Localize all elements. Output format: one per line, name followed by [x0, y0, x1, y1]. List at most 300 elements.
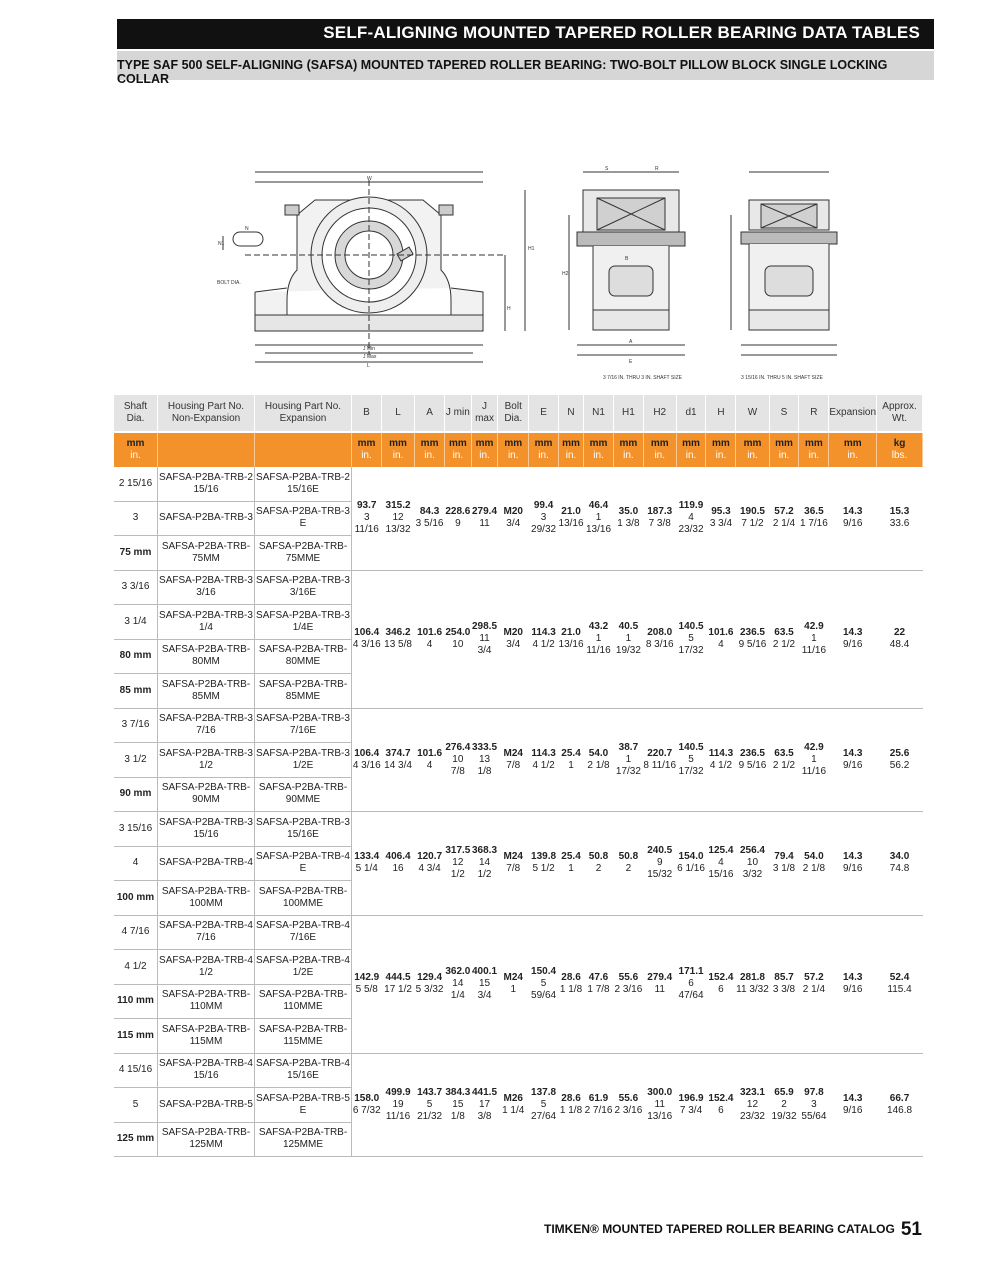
unit-cell — [352, 432, 382, 467]
dimension-imperial: 4 1/2 — [532, 639, 555, 650]
footer-catalog-title: TIMKEN® MOUNTED TAPERED ROLLER BEARING CATALOG — [544, 1222, 895, 1236]
dimension-cell — [829, 570, 877, 708]
dimension-imperial: 5 1/4 — [355, 863, 378, 875]
dimension-imperial: 9/16 — [842, 518, 863, 530]
dimension-metric: 55.6 — [618, 1092, 639, 1104]
bolt-dia-label: BOLT DIA. — [217, 280, 241, 286]
dimension-metric: 236.5 — [739, 627, 765, 638]
dimension-cell — [769, 708, 799, 812]
dimension-cell — [736, 915, 769, 1053]
dimension-metric: 499.9 — [385, 1086, 411, 1098]
dimension-imperial: 11 13/16 — [647, 1098, 673, 1122]
dimension-metric: 28.6 — [561, 1092, 581, 1104]
dimension-cell — [471, 570, 498, 708]
table-row — [114, 812, 923, 847]
dimension-metric: 150.4 — [531, 966, 557, 977]
dimension-metric: 50.8 — [618, 851, 639, 863]
dimension-cell — [445, 467, 472, 570]
dimension-metric: 35.0 — [618, 506, 639, 518]
column-header: Approx. Wt. — [877, 395, 923, 432]
column-header: A — [415, 395, 445, 432]
dimension-imperial: 48.4 — [889, 639, 910, 650]
dimension-cell — [415, 915, 445, 1053]
dimension-cell — [559, 570, 584, 708]
dimension-imperial: 1 — [568, 759, 574, 771]
dimension-imperial: 4 3/16 — [352, 759, 381, 771]
dimension-metric: M20 — [503, 506, 523, 518]
dimension-metric: 57.2 — [804, 972, 824, 983]
dimension-imperial: 10 7/8 — [450, 753, 465, 777]
dimension-cell — [445, 570, 472, 708]
data-table — [114, 395, 923, 1157]
dimension-metric: 323.1 — [739, 1086, 765, 1098]
dimension-cell — [529, 812, 559, 916]
dimension-metric: 84.3 — [419, 506, 440, 518]
unit-cell — [255, 432, 352, 467]
housing-part-expansion: SAFSA-P2BA-TRB-2 15/16E — [255, 467, 352, 501]
dimension-imperial: 1 11/16 — [801, 753, 827, 777]
unit-metric: mm — [448, 438, 467, 449]
dimension-metric: 140.5 — [678, 621, 704, 632]
unit-metric: mm — [126, 438, 145, 449]
dimension-cell — [676, 812, 706, 916]
dim-e-label: E — [629, 359, 633, 365]
unit-imperial: in. — [361, 450, 372, 461]
column-header: Expansion — [829, 395, 877, 432]
dimension-cell — [676, 1053, 706, 1157]
unit-imperial: in. — [452, 450, 464, 461]
dimension-metric: 154.0 — [678, 851, 704, 863]
housing-part-non-expansion: SAFSA-P2BA-TRB-3 — [158, 501, 255, 536]
unit-cell — [529, 432, 559, 467]
dimension-metric: 63.5 — [774, 627, 794, 638]
dimension-imperial: 5 17/32 — [678, 753, 704, 777]
column-header: Housing Part No. Non-Expansion — [158, 395, 255, 432]
table-row — [114, 570, 923, 605]
dimension-imperial: 1 — [510, 984, 516, 995]
dimension-imperial: 1 — [568, 863, 574, 875]
dimension-metric: 254.0 — [445, 627, 471, 638]
dimension-cell — [529, 915, 559, 1053]
unit-imperial: lbs. — [891, 450, 908, 461]
dimension-cell — [415, 570, 445, 708]
dimension-cell — [706, 915, 736, 1053]
dimension-imperial: 4 1/2 — [709, 759, 733, 771]
dimension-imperial: 11 3/4 — [477, 633, 492, 656]
column-header: R — [799, 395, 829, 432]
dimension-cell — [381, 570, 414, 708]
dimension-cell — [877, 467, 923, 570]
unit-cell — [829, 432, 877, 467]
dimension-imperial: 4 — [718, 639, 724, 650]
dimension-imperial: 8 3/16 — [645, 639, 674, 650]
dimension-cell — [352, 812, 382, 916]
dimension-cell — [584, 570, 614, 708]
dimension-imperial: 6 47/64 — [678, 978, 704, 1001]
housing-part-expansion: SAFSA-P2BA-TRB-85MME — [255, 674, 352, 709]
page-number: 51 — [900, 1219, 922, 1240]
dimension-cell — [613, 915, 643, 1053]
unit-cell — [676, 432, 706, 467]
column-header: H2 — [643, 395, 676, 432]
housing-part-non-expansion: SAFSA-P2BA-TRB-100MM — [158, 881, 255, 916]
dimension-metric: M24 — [503, 851, 523, 863]
dimension-cell — [736, 467, 769, 570]
page-footer — [544, 1219, 922, 1241]
dimension-cell — [415, 467, 445, 570]
housing-part-expansion: SAFSA-P2BA-TRB-3 7/16E — [255, 708, 352, 743]
dimension-imperial: 3/4 — [506, 639, 521, 650]
dimension-imperial: 3 29/32 — [531, 512, 557, 536]
dimension-imperial: 1 17/32 — [615, 753, 641, 777]
dimension-cell — [498, 812, 529, 916]
dimension-imperial: 3 55/64 — [801, 1098, 827, 1122]
dim-r-label: R — [655, 166, 659, 172]
table-units-row — [114, 432, 923, 467]
dimension-imperial: 5 3/32 — [415, 984, 444, 995]
dimension-cell — [415, 1053, 445, 1157]
dimension-metric: 55.6 — [618, 972, 639, 983]
dim-h-label: H — [507, 306, 511, 312]
dimension-imperial: 7 1/2 — [741, 518, 764, 530]
unit-imperial: in. — [130, 450, 141, 461]
dimension-imperial: 2 1/2 — [772, 759, 796, 771]
dimension-imperial: 2 3/16 — [614, 984, 643, 995]
dimension-metric: 240.5 — [647, 845, 673, 857]
dimension-cell — [559, 812, 584, 916]
dimension-metric: 25.6 — [889, 747, 910, 759]
dimension-cell — [584, 467, 614, 570]
dim-a-label: A — [629, 339, 633, 345]
dimension-metric: 14.3 — [842, 627, 863, 638]
dimension-metric: 57.2 — [774, 506, 794, 518]
dimension-imperial: 2 1/4 — [802, 984, 826, 995]
dimension-imperial: 2 — [625, 863, 632, 875]
dimension-cell — [584, 812, 614, 916]
housing-part-expansion: SAFSA-P2BA-TRB-100MME — [255, 881, 352, 916]
dimension-metric: M24 — [503, 972, 523, 983]
dimension-imperial: 10 — [452, 639, 464, 650]
dimension-imperial: 3 11/16 — [354, 512, 379, 536]
unit-imperial: in. — [778, 450, 790, 461]
dimension-cell — [471, 708, 498, 812]
dimension-metric: 300.0 — [647, 1086, 673, 1098]
dimension-imperial: 1 13/16 — [585, 512, 612, 536]
dimension-cell — [829, 915, 877, 1053]
shaft-dia-cell: 3 3/16 — [114, 570, 158, 605]
dimension-cell — [769, 467, 799, 570]
unit-imperial: in. — [424, 450, 435, 461]
dimension-imperial: 4 — [426, 759, 433, 771]
dimension-imperial: 4 3/4 — [418, 863, 441, 875]
dimension-imperial: 5 27/64 — [531, 1098, 557, 1122]
dimension-metric: 25.4 — [561, 747, 581, 759]
unit-cell — [559, 432, 584, 467]
shaft-dia-cell: 90 mm — [114, 777, 158, 812]
unit-metric: mm — [475, 438, 494, 449]
dimension-cell — [613, 1053, 643, 1157]
unit-imperial: in. — [538, 450, 549, 461]
dimension-imperial: 9/16 — [842, 863, 863, 875]
page-title: SELF-ALIGNING MOUNTED TAPERED ROLLER BEARING DATA TABLES — [323, 23, 920, 42]
unit-cell — [158, 432, 255, 467]
dimension-cell — [877, 1053, 923, 1157]
dimension-imperial: 7 3/4 — [679, 1104, 703, 1116]
dimension-metric: 384.3 — [445, 1086, 471, 1098]
dim-jmax-label: J Max — [363, 354, 377, 360]
dimension-imperial: 9/16 — [842, 984, 863, 995]
dimension-cell — [352, 467, 382, 570]
dimension-imperial: 4 15/16 — [708, 857, 734, 881]
dimension-cell — [769, 1053, 799, 1157]
unit-metric: mm — [682, 438, 700, 449]
housing-part-expansion: SAFSA-P2BA-TRB-4 7/16E — [255, 915, 352, 950]
dimension-metric: 315.2 — [385, 500, 411, 512]
dimension-metric: 374.7 — [385, 747, 411, 759]
table-body — [114, 467, 923, 1157]
housing-part-expansion: SAFSA-P2BA-TRB-3 E — [255, 501, 352, 536]
dimension-metric: 187.3 — [647, 506, 673, 518]
housing-part-non-expansion: SAFSA-P2BA-TRB-80MM — [158, 639, 255, 674]
housing-part-expansion: SAFSA-P2BA-TRB-90MME — [255, 777, 352, 812]
dimension-cell — [445, 1053, 472, 1157]
dimension-metric: 38.7 — [618, 741, 639, 753]
housing-part-expansion: SAFSA-P2BA-TRB-3 1/2E — [255, 743, 352, 778]
dimension-cell — [529, 570, 559, 708]
dimension-cell — [877, 812, 923, 916]
dimension-imperial: 5 5/8 — [355, 984, 378, 995]
housing-part-non-expansion: SAFSA-P2BA-TRB-3 1/2 — [158, 743, 255, 778]
housing-part-expansion: SAFSA-P2BA-TRB-125MME — [255, 1122, 352, 1157]
dimension-metric: 362.0 — [445, 966, 471, 977]
dimension-cell — [381, 708, 414, 812]
housing-part-expansion: SAFSA-P2BA-TRB-4 1/2E — [255, 950, 352, 985]
housing-part-non-expansion: SAFSA-P2BA-TRB-125MM — [158, 1122, 255, 1157]
dimension-cell — [736, 1053, 769, 1157]
unit-cell — [643, 432, 676, 467]
dimension-cell — [799, 570, 829, 708]
unit-metric: mm — [775, 438, 793, 449]
dimension-cell — [498, 467, 529, 570]
column-header: W — [736, 395, 769, 432]
dimension-imperial: 4 23/32 — [678, 512, 704, 536]
dimension-cell — [643, 467, 676, 570]
dimension-imperial: 16 — [392, 863, 404, 875]
dim-w-label: W — [367, 176, 372, 182]
dimension-cell — [613, 570, 643, 708]
dimension-metric: 333.5 — [472, 741, 498, 753]
dimension-metric: 21.0 — [561, 506, 581, 518]
dimension-imperial: 3/4 — [506, 518, 521, 530]
table-row — [114, 915, 923, 950]
shaft-dia-cell: 85 mm — [114, 674, 158, 709]
dimension-imperial: 15 1/8 — [450, 1098, 465, 1122]
housing-part-non-expansion: SAFSA-P2BA-TRB-3 3/16 — [158, 570, 255, 605]
dimension-imperial: 14 3/4 — [384, 759, 412, 771]
unit-cell — [471, 432, 498, 467]
dimension-cell — [799, 915, 829, 1053]
housing-part-expansion: SAFSA-P2BA-TRB-5 E — [255, 1088, 352, 1123]
unit-cell — [613, 432, 643, 467]
dimension-metric: 101.6 — [708, 627, 734, 638]
dimension-metric: 93.7 — [357, 500, 377, 512]
column-header: N1 — [584, 395, 614, 432]
unit-imperial: in. — [623, 450, 634, 461]
dimension-metric: 22 — [893, 627, 906, 638]
dimension-cell — [877, 915, 923, 1053]
dimension-cell — [584, 915, 614, 1053]
shaft-dia-cell: 100 mm — [114, 881, 158, 916]
dimension-imperial: 146.8 — [887, 1104, 913, 1116]
dimension-metric: 281.8 — [739, 972, 765, 983]
side-view-large — [731, 172, 837, 355]
dimension-metric: 140.5 — [678, 741, 704, 753]
dim-h2-label: H2 — [562, 271, 569, 277]
dimension-cell — [829, 812, 877, 916]
dimension-metric: 119.9 — [678, 500, 704, 512]
side-view-small — [569, 172, 685, 355]
dimension-imperial: 1 7/8 — [587, 984, 610, 995]
dimension-cell — [584, 1053, 614, 1157]
shaft-dia-cell: 3 7/16 — [114, 708, 158, 743]
dimension-metric: 114.3 — [708, 747, 734, 759]
dimension-imperial: 7/8 — [506, 759, 521, 771]
dimension-cell — [584, 708, 614, 812]
dimension-metric: 52.4 — [889, 972, 910, 983]
dim-n1-label: N1 — [218, 241, 225, 247]
dimension-metric: 139.8 — [531, 851, 557, 863]
dimension-metric: 101.6 — [417, 747, 443, 759]
dim-l-label: L — [367, 363, 370, 369]
dimension-cell — [643, 570, 676, 708]
dimension-cell — [529, 467, 559, 570]
housing-part-non-expansion: SAFSA-P2BA-TRB-4 1/2 — [158, 950, 255, 985]
unit-metric: mm — [562, 438, 580, 449]
dimension-cell — [559, 1053, 584, 1157]
dimension-cell — [559, 708, 584, 812]
housing-part-expansion: SAFSA-P2BA-TRB-3 3/16E — [255, 570, 352, 605]
column-header: B — [352, 395, 382, 432]
unit-metric: mm — [504, 438, 523, 449]
dimension-imperial: 9 — [455, 518, 461, 530]
shaft-dia-cell: 75 mm — [114, 536, 158, 571]
dimension-metric: 152.4 — [708, 1092, 734, 1104]
dimension-metric: 99.4 — [533, 500, 554, 512]
dimension-cell — [643, 708, 676, 812]
dimension-imperial: 4 1/2 — [532, 759, 555, 771]
dimension-metric: 406.4 — [385, 851, 411, 863]
dimension-metric: 279.4 — [472, 506, 498, 518]
dimension-imperial: 1 1/4 — [502, 1104, 525, 1116]
dimension-metric: 276.4 — [445, 741, 471, 753]
dimension-metric: 101.6 — [417, 627, 443, 638]
unit-metric: mm — [357, 438, 376, 449]
dimension-metric: 95.3 — [711, 506, 731, 518]
section-subtitle: TYPE SAF 500 SELF-ALIGNING (SAFSA) MOUNTED TAPERED ROLLER BEARING: TWO-BOLT PILLOW BLOCK SINGLE LOCKING COLLAR — [117, 58, 888, 86]
dimension-imperial: 2 7/16 — [584, 1104, 613, 1116]
unit-cell — [736, 432, 769, 467]
dimension-metric: 97.8 — [804, 1086, 824, 1098]
shaft-dia-cell: 115 mm — [114, 1019, 158, 1054]
dimension-cell — [445, 812, 472, 916]
dimension-metric: 25.4 — [561, 851, 581, 863]
shaft-dia-cell: 4 7/16 — [114, 915, 158, 950]
column-header: E — [529, 395, 559, 432]
dim-s-label: S — [605, 166, 609, 172]
dimension-metric: 42.9 — [804, 741, 824, 753]
dimension-metric: 279.4 — [647, 972, 673, 983]
dimension-metric: 114.3 — [531, 747, 556, 759]
dimension-metric: 220.7 — [647, 747, 673, 759]
dimension-metric: 46.4 — [588, 500, 609, 512]
dimension-cell — [706, 570, 736, 708]
dimension-imperial: 13 1/8 — [477, 753, 492, 777]
unit-imperial: in. — [593, 450, 604, 461]
dimension-metric: 190.5 — [739, 506, 765, 518]
dimension-imperial: 3 5/16 — [415, 518, 444, 530]
dimension-imperial: 74.8 — [889, 863, 910, 875]
column-header: H1 — [613, 395, 643, 432]
dimension-cell — [381, 812, 414, 916]
dimension-cell — [877, 570, 923, 708]
dimension-imperial: 14 1/4 — [450, 978, 465, 1001]
dimension-cell — [706, 1053, 736, 1157]
dimension-imperial: 1 11/16 — [801, 633, 827, 656]
caption-large-shaft: 3 15/16 IN. THRU 5 IN. SHAFT SIZE — [741, 375, 823, 381]
dimension-metric: 54.0 — [804, 851, 824, 863]
unit-imperial: in. — [685, 450, 697, 461]
unit-imperial: in. — [654, 450, 665, 461]
unit-imperial: in. — [808, 450, 820, 461]
housing-part-non-expansion: SAFSA-P2BA-TRB-4 7/16 — [158, 915, 255, 950]
dim-jmin-label: J Min — [363, 346, 375, 352]
table-row — [114, 467, 923, 501]
unit-metric: mm — [534, 438, 553, 449]
dimension-metric: 129.4 — [417, 972, 443, 983]
dimension-metric: 50.8 — [588, 851, 609, 863]
dimension-metric: 14.3 — [842, 506, 863, 518]
dimension-cell — [643, 1053, 676, 1157]
dimension-metric: 317.5 — [445, 845, 471, 857]
unit-imperial: in. — [565, 450, 577, 461]
housing-part-non-expansion: SAFSA-P2BA-TRB-4 15/16 — [158, 1053, 255, 1088]
dimension-metric: 28.6 — [561, 972, 581, 983]
unit-imperial: in. — [479, 450, 490, 461]
dimension-metric: 54.0 — [588, 747, 609, 759]
unit-metric: mm — [589, 438, 608, 449]
dimension-cell — [706, 708, 736, 812]
column-header: J min — [445, 395, 472, 432]
dimension-metric: 14.3 — [842, 851, 863, 863]
housing-part-expansion: SAFSA-P2BA-TRB-75MME — [255, 536, 352, 571]
dimension-imperial: 8 11/16 — [643, 759, 677, 771]
housing-part-non-expansion: SAFSA-P2BA-TRB-3 15/16 — [158, 812, 255, 847]
dimension-imperial: 11 — [654, 984, 665, 995]
unit-cell — [799, 432, 829, 467]
unit-cell — [877, 432, 923, 467]
dimension-metric: 368.3 — [472, 845, 498, 857]
housing-part-non-expansion: SAFSA-P2BA-TRB-3 7/16 — [158, 708, 255, 743]
dimension-cell — [498, 915, 529, 1053]
dimension-imperial: 15 3/4 — [477, 978, 492, 1001]
unit-metric: mm — [805, 438, 823, 449]
dimension-imperial: 10 3/32 — [742, 857, 763, 881]
dimension-cell — [471, 1053, 498, 1157]
column-header: L — [381, 395, 414, 432]
dimension-metric: 400.1 — [472, 966, 498, 977]
dimension-imperial: 2 1/8 — [802, 863, 826, 875]
dimension-cell — [676, 708, 706, 812]
